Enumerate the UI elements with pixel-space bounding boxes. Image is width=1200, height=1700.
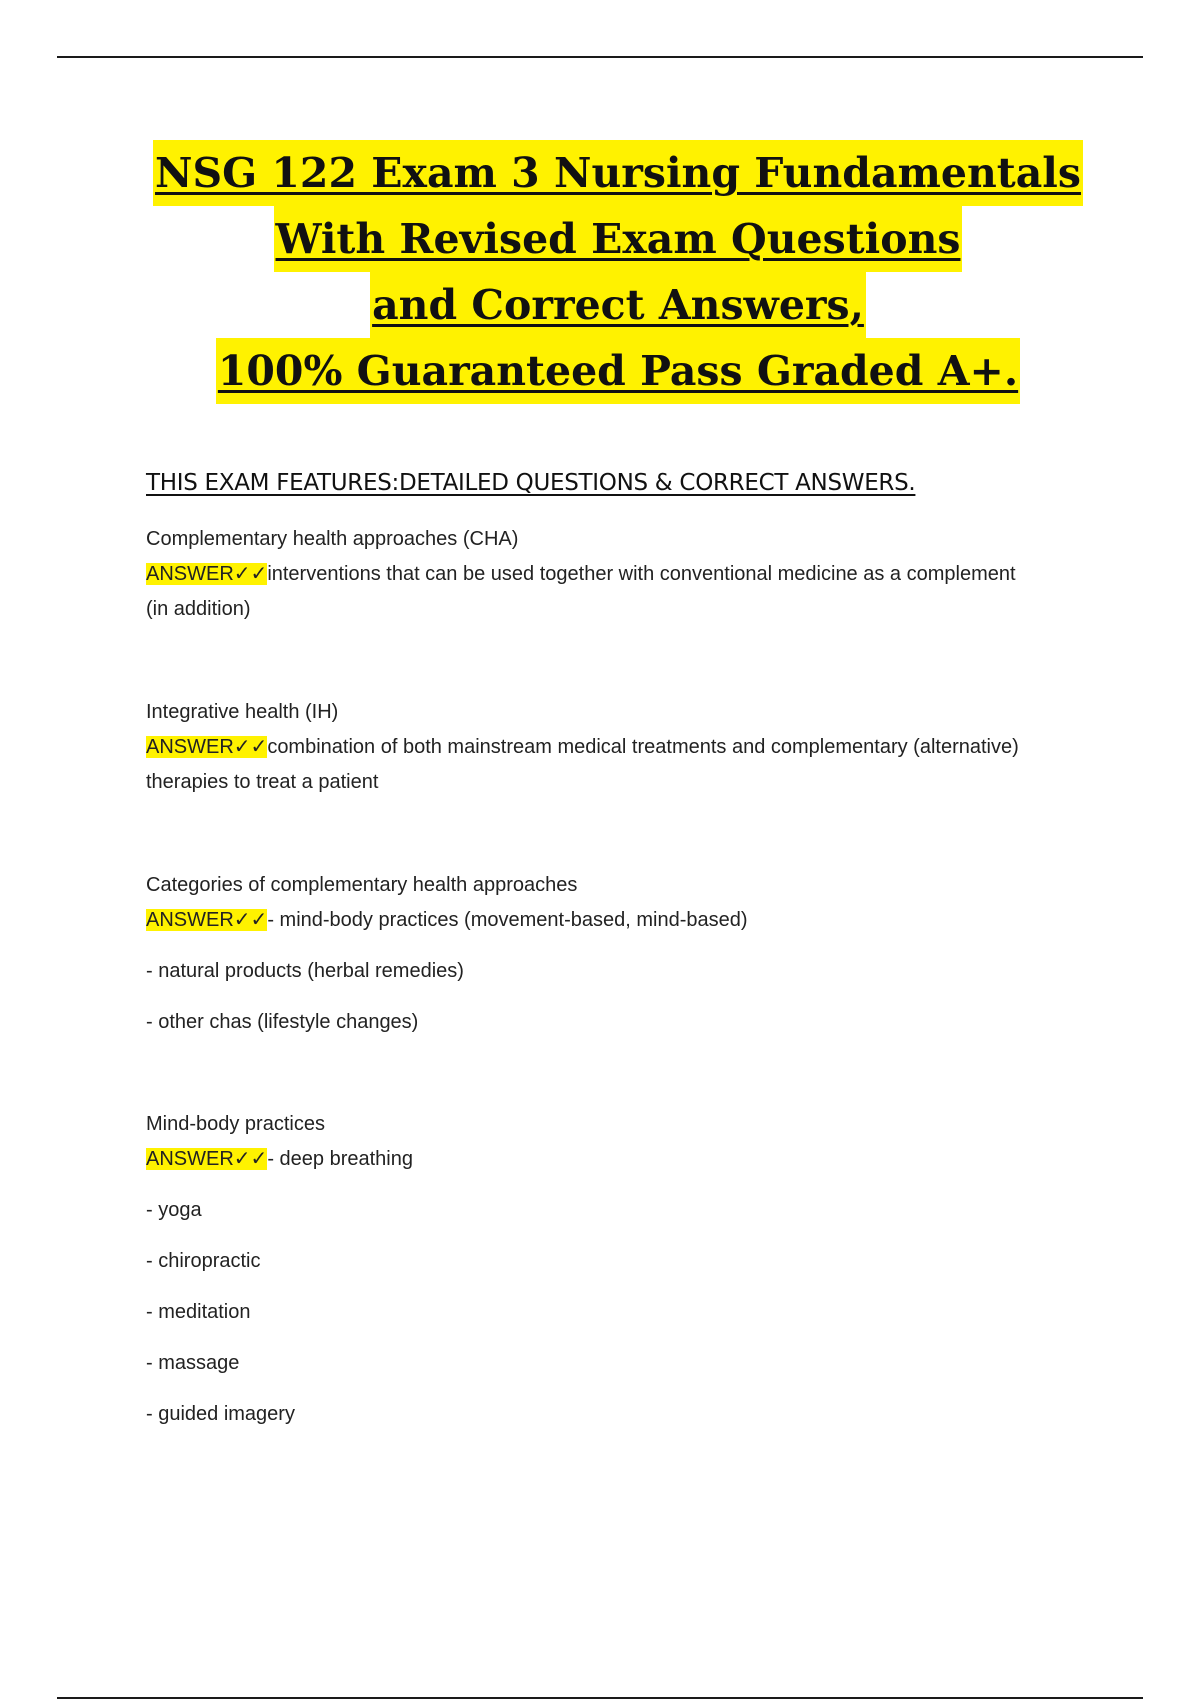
answer-text: interventions that can be used together with conventional medicine as a complement (in addition) bbox=[146, 563, 1016, 620]
answer-line bbox=[146, 557, 1026, 627]
question-text: Integrative health (IH) bbox=[146, 701, 339, 723]
answer-line bbox=[146, 1142, 1026, 1177]
answer-extra-line: - meditation bbox=[146, 1301, 251, 1323]
qa-item bbox=[146, 1107, 1026, 1432]
answer-line bbox=[146, 730, 1026, 800]
answer-text: - deep breathing bbox=[267, 1148, 413, 1170]
qa-item bbox=[146, 695, 1026, 800]
qa-item bbox=[146, 522, 1026, 627]
title-line-2: With Revised Exam Questions bbox=[274, 206, 963, 272]
answer-text: combination of both mainstream medical treatments and complementary (alternative) therapies to treat a patient bbox=[146, 736, 1019, 793]
top-rule bbox=[57, 56, 1143, 58]
title-line-3: and Correct Answers, bbox=[370, 272, 866, 338]
answer-extra-line: - massage bbox=[146, 1352, 240, 1374]
answer-text: - mind-body practices (movement-based, mind-based) bbox=[267, 909, 748, 931]
answer-label: ANSWER✓✓ bbox=[146, 909, 268, 931]
answer-extra-line: - chiropractic bbox=[146, 1250, 261, 1272]
answer-label: ANSWER✓✓ bbox=[146, 736, 268, 758]
answer-extra-line: - yoga bbox=[146, 1199, 202, 1221]
question-text: Complementary health approaches (CHA) bbox=[146, 528, 519, 550]
title-line-4: 100% Guaranteed Pass Graded A+. bbox=[216, 338, 1020, 404]
answer-extra-line: - natural products (herbal remedies) bbox=[146, 960, 464, 982]
question-text: Mind-body practices bbox=[146, 1113, 325, 1135]
document-title bbox=[0, 140, 1200, 404]
features-heading: THIS EXAM FEATURES:DETAILED QUESTIONS & CORRECT ANSWERS. bbox=[146, 470, 916, 496]
answer-label: ANSWER✓✓ bbox=[146, 1148, 268, 1170]
answer-extra-line: - other chas (lifestyle changes) bbox=[146, 1011, 419, 1033]
answer-line bbox=[146, 903, 1026, 938]
answer-extra-line: - guided imagery bbox=[146, 1403, 295, 1425]
title-line-1: NSG 122 Exam 3 Nursing Fundamentals bbox=[153, 140, 1083, 206]
bottom-rule bbox=[57, 1697, 1143, 1699]
question-text: Categories of complementary health approaches bbox=[146, 874, 578, 896]
qa-item bbox=[146, 868, 1026, 1040]
answer-label: ANSWER✓✓ bbox=[146, 563, 268, 585]
